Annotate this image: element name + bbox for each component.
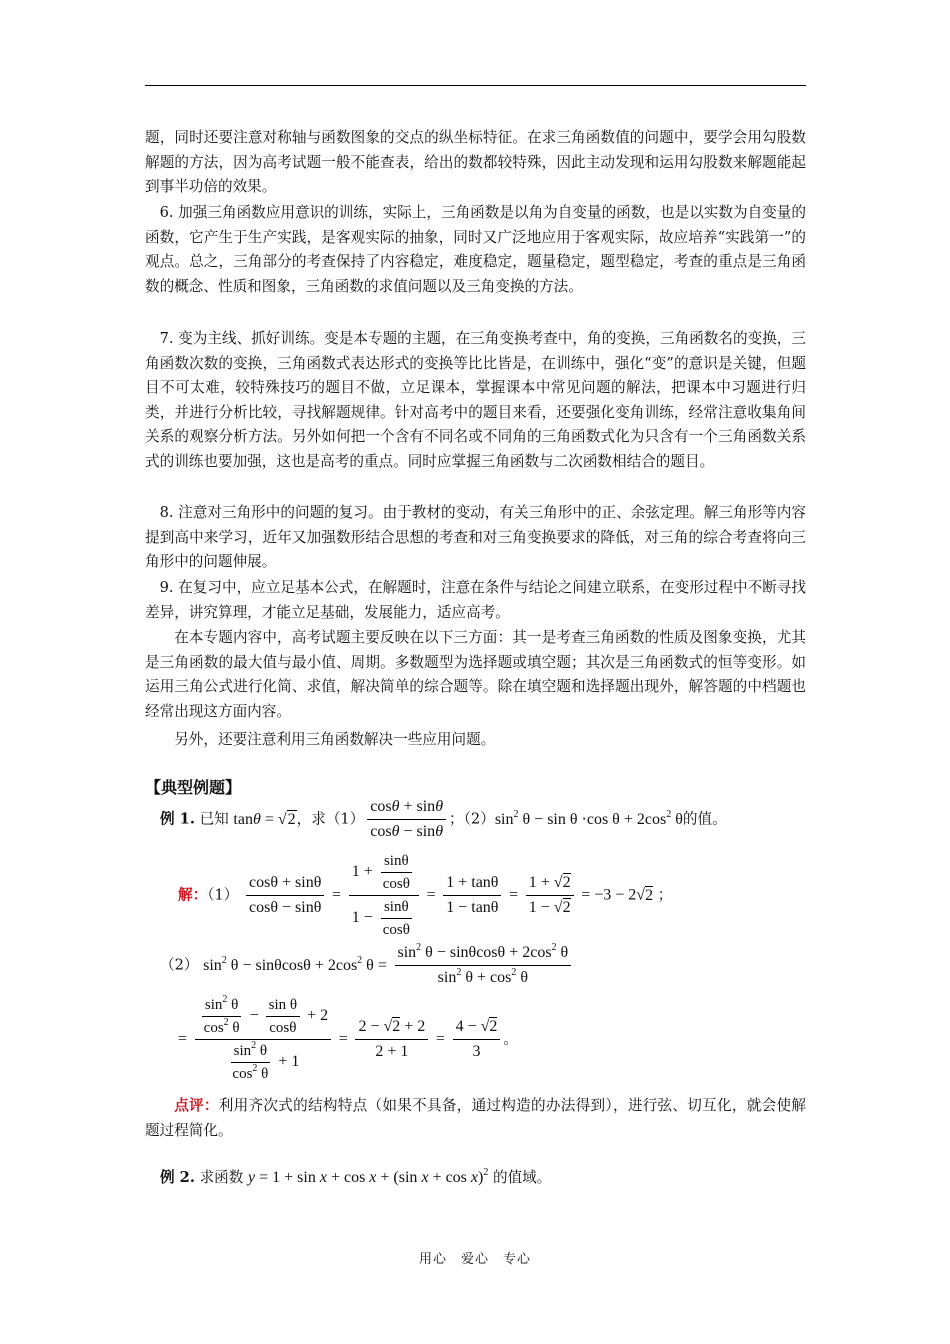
solution-part-1-prefix: （1） bbox=[207, 886, 239, 904]
math-fraction-question-1: $\frac{\cos\theta + \sin\theta}{\cos\theta - \sin\theta}$ bbox=[367, 797, 446, 842]
comment-text: 利用齐次式的结构特点（如果不具备，通过构造的办法得到），进行弦、切互化，就会使解题过程简化。 bbox=[145, 1097, 806, 1139]
example-1-label: 例 1. bbox=[160, 810, 195, 828]
example-2-label: 例 2. bbox=[160, 1169, 195, 1186]
solution-part-2-prefix: （2） bbox=[160, 956, 199, 974]
math-given: tanθ = √2 bbox=[233, 810, 296, 828]
math-fraction-numeric: $\frac{2 - √2 + 2}{2 + 1}$ bbox=[355, 1017, 428, 1062]
paragraph-item-8: 8. 注意对三角形中的问题的复习。由于教材的变动，有关三角形中的正、余弦定理。解三角形等内容提到高中来学习，近年又加强数形结合思想的考查和对三角变换要求的降低，对三角的综合考查将向三角形中的问题伸展。 bbox=[145, 504, 806, 570]
paragraph-item-6: 6. 加强三角函数应用意识的训练，实际上，三角函数是以角为自变量的函数，也是以实数为自变量的函数，它产生于生产实践，是客观实际的抽象，同时又广泛地应用于客观实际，故应培养“实践第一”的观点。总之，三角部分的考查保持了内容稳定，难度稳定，题量稳定，题型稳定，考查的重点是三角函数的概念、性质和图象，三角函数的求值问题以及三角变换的方法。 bbox=[145, 204, 806, 295]
math-part-2-expr: $\sin^2 \theta - \sin\theta\cos\theta + 2\cos^2$ θ = bbox=[203, 954, 387, 974]
solution-part-2-end: 。 bbox=[503, 1030, 519, 1048]
math-fraction-lhs: $\frac{\cos\theta + \sin\theta}{\cos\theta - \sin\theta}$ bbox=[246, 873, 324, 918]
math-compound-fraction-2: $\frac{\sin^2 \theta}{\cos^2 \theta}$ − $\frac{\text{sin θ}}{\cos\theta}$ + 2 $\frac{\sin^2 \theta}{\cos^2 \theta}$ + 1 bbox=[195, 996, 331, 1083]
solution-part-1-end: ； bbox=[657, 886, 673, 904]
math-fraction-sqrt: $\frac{1 + √2}{1 - √2}$ bbox=[526, 873, 574, 918]
solution-part-2-line-2: = $\frac{\sin^2 \theta}{\cos^2 \theta}$ − $\frac{\text{sin θ}}{\cos\theta}$ + 2 $\frac{\sin^2 \theta}{\cos^2 \theta}$ + 1 = $\frac{2 - √2 + 2}{2 + 1}$ = $\frac{4 - √2}{3}$ 。 bbox=[178, 994, 519, 1082]
solution-part-2-line-1 bbox=[160, 943, 574, 988]
page-footer: 用心 爱心 专心 bbox=[418, 1252, 531, 1267]
math-fraction-tan: $\frac{1 + \tan\theta}{1 - \tan\theta}$ bbox=[443, 873, 501, 918]
example-1-given-text: 已知 bbox=[199, 810, 229, 828]
paragraph-note: 另外，还要注意利用三角函数解决一些应用问题。 bbox=[174, 731, 496, 748]
example-1-ask-text: ，求（1） bbox=[296, 810, 365, 828]
example-1-statement bbox=[160, 797, 727, 842]
paragraph-intro: 题，同时还要注意对称轴与函数图象的交点的纵坐标特征。在求三角函数值的问题中，要学会用勾股数解题的方法，因为高考试题一般不能查表，给出的数都较特殊，因此主动发现和运用勾股数来解题能起到事半功倍的效果。 bbox=[145, 129, 806, 195]
math-compound-fraction: 1 + $\frac{\sin\theta}{\cos\theta}$ 1 − $\frac{\sin\theta}{\cos\theta}$ bbox=[349, 852, 419, 939]
solution-label: 解： bbox=[178, 886, 208, 904]
paragraph-item-7: 7. 变为主线、抓好训练。变是本专题的主题，在三角变换考查中，角的变换，三角函数名的变换，三角函数次数的变换，三角函数式表达形式的变换等比比皆是，在训练中，强化“变”的意识是关键，但题目不可太难，较特殊技巧的题目不做，立足课本，掌握课本中常见问题的解法，把课本中习题进行归类，并进行分析比较，寻找解题规律。针对高考中的题目来看，还要强化变角训练，经常注意收集角间关系的观察分析方法。另外如何把一个含有不同名或不同角的三角函数式化为只含有一个三角函数关系式的训练也要加强，这也是高考的重点。同时应掌握三角函数与二次函数相结合的题目。 bbox=[145, 330, 806, 470]
example-2-text: 求函数 bbox=[199, 1169, 244, 1186]
section-heading: 【典型例题】 bbox=[145, 778, 242, 797]
example-1-tail-text: 的值。 bbox=[682, 810, 727, 828]
example-2-statement bbox=[160, 1166, 551, 1187]
paragraph-summary: 在本专题内容中，高考试题主要反映在以下三方面：其一是考查三角函数的性质及图象变换，尤其是三角函数的最大值与最小值、周期。多数题型为选择题或填空题；其次是三角函数式的恒等变形。如运用三角公式进行化简、求值，解决简单的综合题等。除在填空题和选择题出现外，解答题的中档题也经常出现这方面内容。 bbox=[145, 629, 806, 720]
math-fraction-part-2: $\frac{\sin^2 \theta - \sin\theta\cos\theta + 2\cos^2 \theta}{\sin^2 \theta + \cos^2 \theta}$ bbox=[395, 943, 572, 988]
math-question-2: $\sin^2 \theta - \sin \theta \cdot\cos$ $\theta + 2\cos^2$ θ bbox=[494, 808, 683, 828]
example-1-separator: ；（2） bbox=[449, 810, 495, 828]
math-example-2: y = 1 + sin x + cos x + (sin x + cos x)$^2$ bbox=[248, 1167, 489, 1186]
solution-part-1: 解：（1） $\frac{\cos\theta + \sin\theta}{\cos\theta - \sin\theta}$ = 1 + $\frac{\sin\theta}{\cos\theta}$ 1 − $\frac{\sin\theta}{\cos\theta}$ = $\frac{1 + \tan\theta}{1 - \tan\theta}$ = $\frac{1 + √2}{1 - √2}$ = −3 − 2√2 ； bbox=[178, 853, 673, 938]
math-result-1: = −3 − 2√2 bbox=[581, 886, 654, 904]
example-2-tail: 的值域。 bbox=[492, 1169, 552, 1186]
example-1-comment bbox=[145, 1094, 806, 1143]
comment-label: 点评： bbox=[174, 1097, 219, 1114]
paragraph-item-9: 9. 在复习中，应立足基本公式，在解题时，注意在条件与结论之间建立联系，在变形过程中不断寻找差异，讲究算理，才能立足基础，发展能力，适应高考。 bbox=[145, 579, 806, 621]
math-fraction-result: $\frac{4 - √2}{3}$ bbox=[453, 1017, 501, 1062]
header-rule bbox=[145, 85, 806, 86]
